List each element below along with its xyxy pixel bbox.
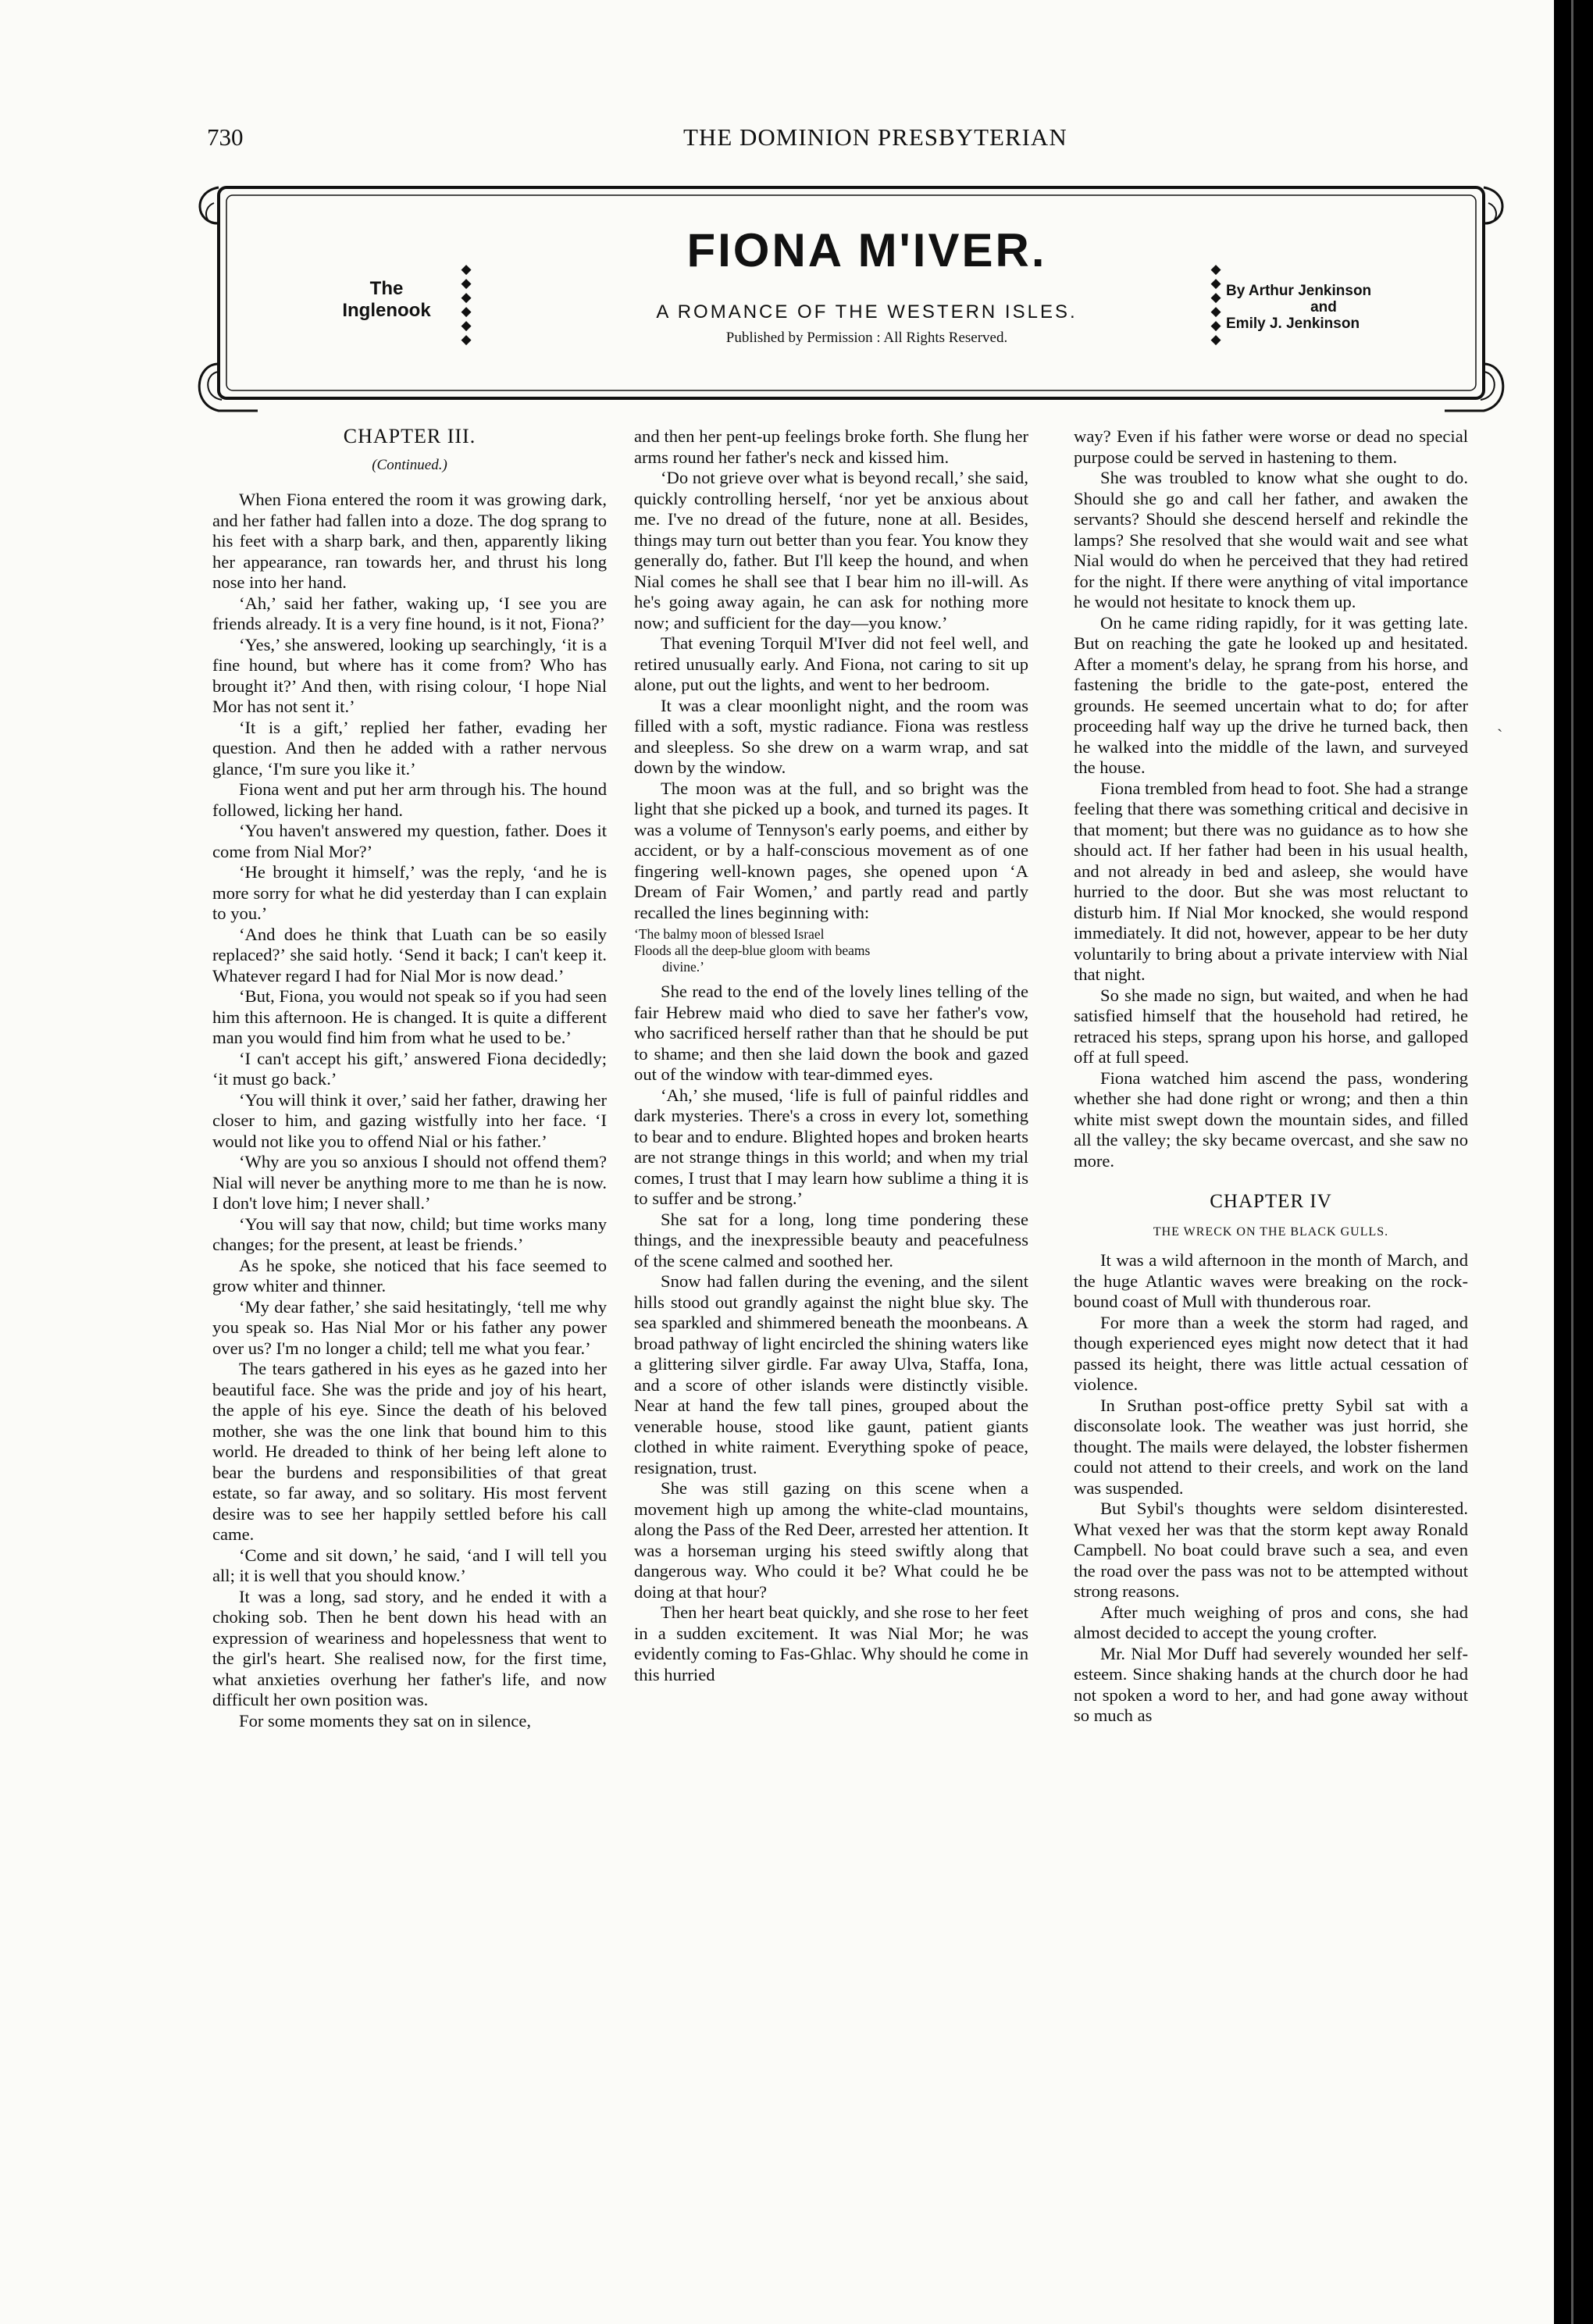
paragraph: ‘You haven't answered my question, father. Does it come from Nial Mor?’ xyxy=(212,821,607,861)
diamond-icon: ◆ xyxy=(1210,304,1221,319)
diamond-icon: ◆ xyxy=(461,332,472,347)
diamond-icon: ◆ xyxy=(461,290,472,305)
paragraph: ‘Ah,’ said her father, waking up, ‘I see you are friends already. It is a very fine hound, is it not, Fiona?’ xyxy=(212,593,607,633)
author-line-1: By Arthur Jenkinson xyxy=(1226,283,1372,299)
paragraph: It was a long, sad story, and he ended it with a choking sob. Then he bent down his head with an expression of weariness and hopelessness that went to the girl's heart. She realised now, for the first time, what anxieties overhung her father's life, and now difficult her own position was. xyxy=(212,1586,607,1709)
paragraph: In Sruthan post-office pretty Sybil sat with a disconsolate look. The weather was just horrid, she thought. The mails were delayed, the lobster fishermen could not attend to their creels, and work on the land was suspended. xyxy=(1074,1395,1468,1498)
continued-note: (Continued.) xyxy=(372,456,447,473)
paragraph: She was still gazing on this scene when a movement high up among the white-clad mountains, along the Pass of the Red Deer, arrested her attention. It was a horseman urging his steed swiftly along that dangerous way. Who could it be? What could he be doing at that hour? xyxy=(634,1478,1028,1602)
section-name-line-2: Inglenook xyxy=(342,300,431,321)
diamond-ornament-left xyxy=(457,262,476,347)
paragraph: ‘Come and sit down,’ he said, ‘and I will tell you all; it is well that you should know.’ xyxy=(212,1545,607,1585)
scan-edge-line xyxy=(1571,0,1573,2324)
story-banner xyxy=(187,176,1515,420)
paragraph: So she made no sign, but waited, and when he had satisfied himself that the household had retired, he retraced his steps, sprang upon his horse, and galloped off at full speed. xyxy=(1074,985,1468,1067)
verse-line: ‘The balmy moon of blessed Israel xyxy=(634,926,825,942)
chapter-heading: CHAPTER III. xyxy=(343,425,476,447)
scan-edge xyxy=(1554,0,1593,2324)
chapter-heading: CHAPTER IV xyxy=(1210,1191,1332,1212)
diamond-icon: ◆ xyxy=(1210,318,1221,333)
paragraph: Fiona watched him ascend the pass, wondering whether she had done right or wrong; and then a thin white mist swept down the mountain sides, and filled all the valley; the sky became overcast, and she saw no more. xyxy=(1074,1068,1468,1171)
author-line-2: Emily J. Jenkinson xyxy=(1226,315,1360,332)
diamond-icon: ◆ xyxy=(461,262,472,276)
paragraph: Mr. Nial Mor Duff had severely wounded her self-esteem. Since shaking hands at the church door he had not spoken a word to her, and had gone away without so much as xyxy=(1074,1643,1468,1725)
paragraph: and then her pent-up feelings broke forth. She flung her arms round her father's neck and kissed him. xyxy=(634,426,1028,467)
paragraph: ‘You will think it over,’ said her father, drawing her closer to him, and gazing wistfully into her face. ‘I would not like you to offend Nial or his father.’ xyxy=(212,1089,607,1151)
poem-quotation xyxy=(634,926,1028,975)
paragraph: ‘Ah,’ she mused, ‘life is full of painful riddles and dark mysteries. There's a cross in every lot, something to bear and to endure. Blighted hopes and broken hearts are not strange things in this world; and when my trial comes, I trust that I may learn how sublime a thing it is to suffer and be strong.’ xyxy=(634,1085,1028,1208)
paragraph: ‘Why are you so anxious I should not offend them? Nial will never be anything more to me than he is now. I don't love him; I never shall.’ xyxy=(212,1152,607,1213)
paragraph: Then her heart beat quickly, and she rose to her feet in a sudden excitement. It was Nial Mor; he was evidently coming to Fas-Ghlac. Why should he come in this hurried xyxy=(634,1602,1028,1684)
paragraph: When Fiona entered the room it was growing dark, and her father had fallen into a doze. The dog sprang to his feet with a sharp bark, and then, apparently liking her appearance, ran towards her, and thrust his long nose into her hand. xyxy=(212,490,607,592)
paragraph: Fiona went and put her arm through his. The hound followed, licking her hand. xyxy=(212,779,607,820)
paragraph: She was troubled to know what she ought to do. Should she go and call her father, and awaken the servants? Should she descend herself and rekindle the lamps? She resolved that she would wait and see what Nial would do when he perceived that they had retired for the night. If there were anything of vital importance he would not hesitate to knock them up. xyxy=(1074,468,1468,611)
paragraph: For more than a week the storm had raged, and though experienced eyes might now detect that it had passed its height, there was little actual cessation of violence. xyxy=(1074,1312,1468,1394)
text-column-2 xyxy=(634,426,1028,1685)
diamond-icon: ◆ xyxy=(1210,332,1221,347)
paragraph: ‘I can't accept his gift,’ answered Fiona decidedly; ‘it must go back.’ xyxy=(212,1048,607,1089)
diamond-icon: ◆ xyxy=(461,318,472,333)
paragraph: For some moments they sat on in silence, xyxy=(239,1710,531,1731)
paragraph: It was a wild afternoon in the month of March, and the huge Atlantic waves were breaking on the rock-bound coast of Mull with thunderous roar. xyxy=(1074,1250,1468,1311)
story-subtitle: A ROMANCE OF THE WESTERN ISLES. xyxy=(656,301,1078,323)
paragraph: She sat for a long, long time pondering these things, and the inexpressible beauty and peacefulness of the scene calmed and soothed her. xyxy=(634,1209,1028,1271)
paragraph: It was a clear moonlight night, and the room was filled with a soft, mystic radiance. Fiona was restless and sleepless. So she drew on a warm wrap, and sat down by the window. xyxy=(634,695,1028,777)
page-number: 730 xyxy=(207,123,244,151)
diamond-icon: ◆ xyxy=(461,276,472,290)
paragraph: But Sybil's thoughts were seldom disinterested. What vexed her was that the storm kept away Ronald Campbell. No boat could brave such a sea, and even the road over the pass was not to be attempted without strong reasons. xyxy=(1074,1499,1468,1601)
story-title: FIONA M'IVER. xyxy=(686,224,1047,276)
paragraph: ‘It is a gift,’ replied her father, evading her question. And then he added with a rather nervous glance, ‘I'm sure you like it.’ xyxy=(212,717,607,779)
diamond-icon: ◆ xyxy=(461,304,472,319)
chapter-subtitle: THE WRECK ON THE BLACK GULLS. xyxy=(1153,1224,1389,1239)
paragraph: As he spoke, she noticed that his face seemed to grow whiter and thinner. xyxy=(212,1255,607,1296)
paragraph: ‘And does he think that Luath can be so easily replaced?’ she said hotly. ‘Send it back; I can't keep it. Whatever regard I had for Nial Mor is now dead.’ xyxy=(212,924,607,986)
running-head xyxy=(207,123,1527,159)
author-line-and: and xyxy=(1310,299,1337,315)
section-name-line-1: The xyxy=(369,278,404,299)
paragraph: ‘He brought it himself,’ was the reply, ‘and he is more sorry for what he did yesterday than I can explain to you.’ xyxy=(212,862,607,923)
text-column-3 xyxy=(1074,426,1468,1727)
verse-line: divine.’ xyxy=(662,959,704,975)
permission-notice: Published by Permission : All Rights Reserved. xyxy=(725,330,1008,346)
paragraph: ‘Yes,’ she answered, looking up searchingly, ‘it is a fine hound, but where has it come from? Who has brought it?’ And then, with rising colour, ‘I hope Nial Mor has not sent it.’ xyxy=(212,634,607,716)
publication-title: THE DOMINION PRESBYTERIAN xyxy=(683,123,1067,151)
diamond-ornament-right xyxy=(1206,262,1225,347)
margin-mark: ˎ xyxy=(1497,712,1503,732)
paragraph: The moon was at the full, and so bright was the light that she picked up a book, and turned its pages. It was a volume of Tennyson's early poems, and either by accident, or by a half-conscious movement as of one fingering well-known pages, she opened upon ‘A Dream of Fair Women,’ and partly read and partly recalled the lines beginning with: xyxy=(634,778,1028,922)
paragraph: The tears gathered in his eyes as he gazed into her beautiful face. She was the pride and joy of his heart, the apple of his eye. Since the death of his beloved mother, she was the one link that bound him to this world. He dreaded to think of her being left alone to bear the burdens and responsibilities of that great estate, so far away, and so solitary. His most fervent desire was to see her happily settled before his call came. xyxy=(212,1359,607,1544)
paragraph: ‘You will say that now, child; but time works many changes; for the present, at least be friends.’ xyxy=(212,1214,607,1254)
paragraph: ‘Do not grieve over what is beyond recall,’ she said, quickly controlling herself, ‘nor yet be anxious about me. I've no dread of the future, none at all. Besides, things may turn out better than you fear. You know they generally do, father. But I'll keep the hound, and when Nial comes he shall see that I bear him no ill-will. As he's going away again, he can ask for nothing more now; and sufficient for the day—you know.’ xyxy=(634,468,1028,633)
text-column-1 xyxy=(212,426,607,1731)
paragraph: Snow had fallen during the evening, and the silent hills stood out grandly against the night blue sky. The sea sparkled and shimmered beneath the moonbeans. A broad pathway of light encircled the shining waters like a glittering silver girdle. Far away Ulva, Staffa, Iona, and a score of other islands were distinctly visible. Near at hand the few tall pines, grouped about the venerable house, stood like gaunt, patient giants clothed in white raiment. Everything spoke of peace, resignation, trust. xyxy=(634,1271,1028,1477)
paragraph: She read to the end of the lovely lines telling of the fair Hebrew maid who died to save her father's vow, who sacrificed herself rather than that he should be put to shame; and then she laid down the book and gazed out of the window with tear-dimmed eyes. xyxy=(634,982,1028,1084)
paragraph: On he came riding rapidly, for it was getting late. But on reaching the gate he looked up and hesitated. After a moment's delay, he sprang from his horse, and fastening the bridle to the gate-post, entered the grounds. He seemed uncertain what to do; for after proceeding half way up the drive he turned back, then he walked into the middle of the lawn, and surveyed the house. xyxy=(1074,612,1468,777)
diamond-icon: ◆ xyxy=(1210,290,1221,305)
diamond-icon: ◆ xyxy=(1210,276,1221,290)
paragraph: Fiona trembled from head to foot. She had a strange feeling that there was something critical and decisive in that moment; but there was no guidance as to how she should act. If her father had been in his usual health, and not already in bed and asleep, she would have hurried to the door. But she was most reluctant to disturb him. If Nial Mor knocked, she would respond immediately. It did not, however, appear to be her duty voluntarily to bring about a private interview with Nial that night. xyxy=(1074,778,1468,984)
diamond-icon: ◆ xyxy=(1210,262,1221,276)
paragraph: After much weighing of pros and cons, she had almost decided to accept the young crofter. xyxy=(1074,1602,1468,1642)
author-byline xyxy=(1226,283,1476,332)
paragraph: way? Even if his father were worse or dead no special purpose could be served in hastening to them. xyxy=(1074,426,1468,467)
paragraph: ‘My dear father,’ she said hesitatingly, ‘tell me why you speak so. Has Nial Mor or his father any power over us? I'm no longer a child; tell me what you fear.’ xyxy=(212,1296,607,1358)
paragraph: ‘But, Fiona, you would not speak so if you had seen him this afternoon. He is changed. It is quite a different man you would find him from what he used to be.’ xyxy=(212,986,607,1047)
paragraph: That evening Torquil M'Iver did not feel well, and retired unusually early. And Fiona, not caring to sit up alone, put out the lights, and went to her bedroom. xyxy=(634,633,1028,694)
verse-line: Floods all the deep-blue gloom with beams xyxy=(634,943,871,958)
